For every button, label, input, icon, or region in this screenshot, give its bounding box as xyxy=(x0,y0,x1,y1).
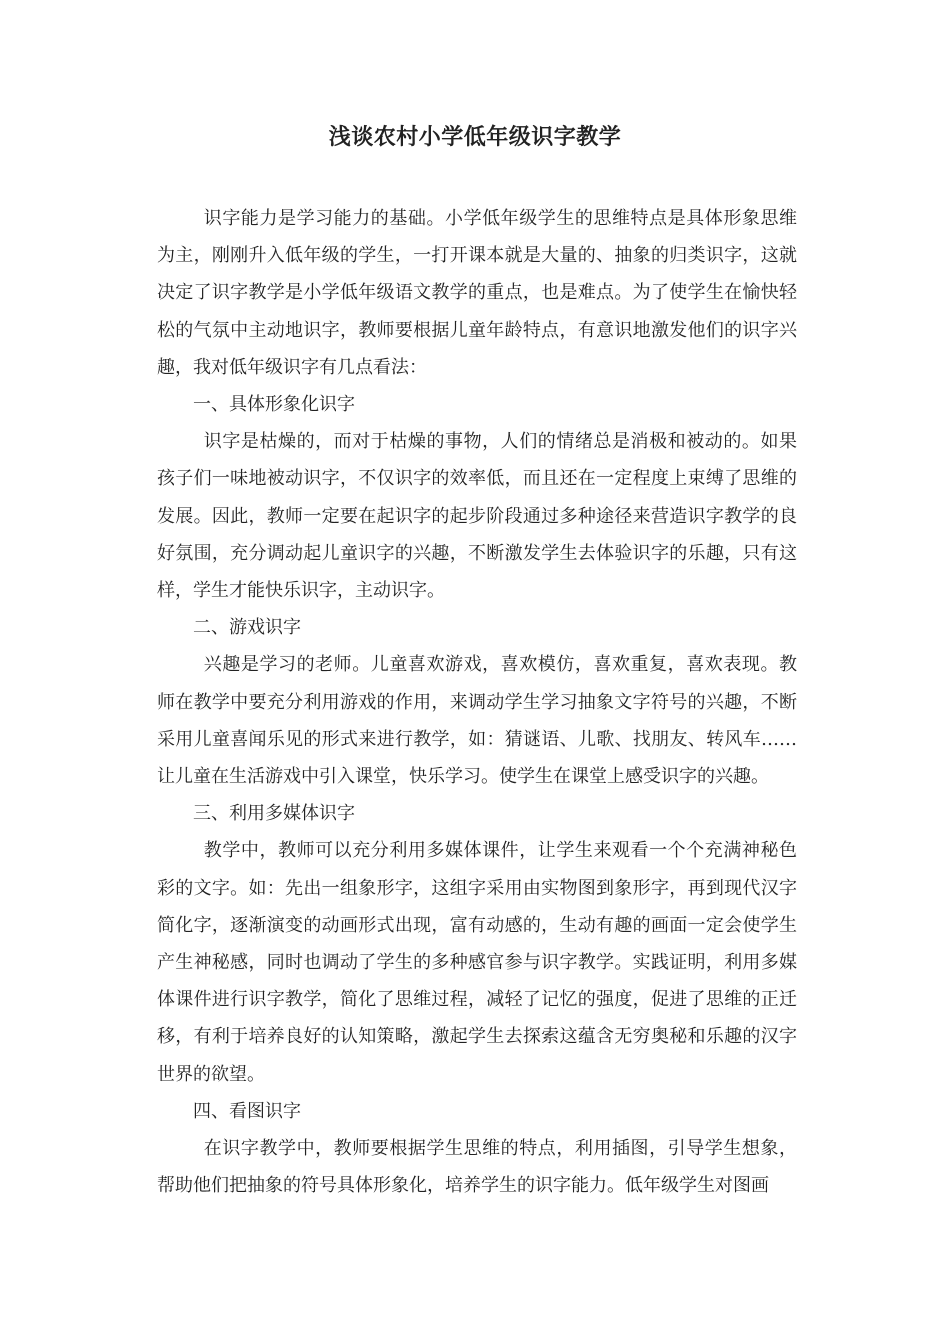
paragraph-intro: 识字能力是学习能力的基础。小学低年级学生的思维特点是具体形象思维为主，刚刚升入低年级的学生，一打开课本就是大量的、抽象的归类识字，这就决定了识字教学是小学低年级语文教学的重点，也是难点。为了使学生在愉快轻松的气氛中主动地识字，教师要根据儿童年龄特点，有意识地激发他们的识字兴趣，我对低年级识字有几点看法： xyxy=(157,208,797,378)
section-heading-3: 三、利用多媒体识字 xyxy=(193,803,355,825)
document-body xyxy=(157,200,797,1204)
paragraph-section-4: 在识字教学中，教师要根据学生思维的特点，利用插图，引导学生想象，帮助他们把抽象的符号具体形象化，培养学生的识字能力。低年级学生对图画 xyxy=(157,1138,797,1197)
paragraph-section-3: 教学中，教师可以充分利用多媒体课件，让学生来观看一个个充满神秘色彩的文字。如：先出一组象形字，这组字采用由实物图到象形字，再到现代汉字简化字，逐渐演变的动画形式出现，富有动感的，生动有趣的画面一定会使学生产生神秘感，同时也调动了学生的多种感官参与识字教学。实践证明，利用多媒体课件进行识字教学，简化了思维过程，减轻了记忆的强度，促进了思维的正迁移，有利于培养良好的认知策略，激起学生去探索这蕴含无穷奥秘和乐趣的汉字世界的欲望。 xyxy=(157,840,797,1085)
section-heading-4: 四、看图识字 xyxy=(193,1100,301,1122)
document-title: 浅谈农村小学低年级识字教学 xyxy=(328,124,622,150)
section-heading-2: 二、游戏识字 xyxy=(193,617,301,639)
paragraph-section-1: 识字是枯燥的，而对于枯燥的事物，人们的情绪总是消极和被动的。如果孩子们一味地被动识字，不仅识字的效率低，而且还在一定程度上束缚了思维的发展。因此，教师一定要在起识字的起步阶段通过多种途径来营造识字教学的良好氛围，充分调动起儿童识字的兴趣，不断激发学生去体验识字的乐趣，只有这样，学生才能快乐识字，主动识字。 xyxy=(157,431,797,602)
section-heading-1: 一、具体形象化识字 xyxy=(193,394,355,416)
paragraph-section-2: 兴趣是学习的老师。儿童喜欢游戏，喜欢模仿，喜欢重复，喜欢表现。教师在教学中要充分利用游戏的作用，来调动学生学习抽象文字符号的兴趣，不断采用儿童喜闻乐见的形式来进行教学，如：猜谜语、儿歌、找朋友、转风车……让儿童在生活游戏中引入课堂，快乐学习。使学生在课堂上感受识字的兴趣。 xyxy=(157,654,797,788)
